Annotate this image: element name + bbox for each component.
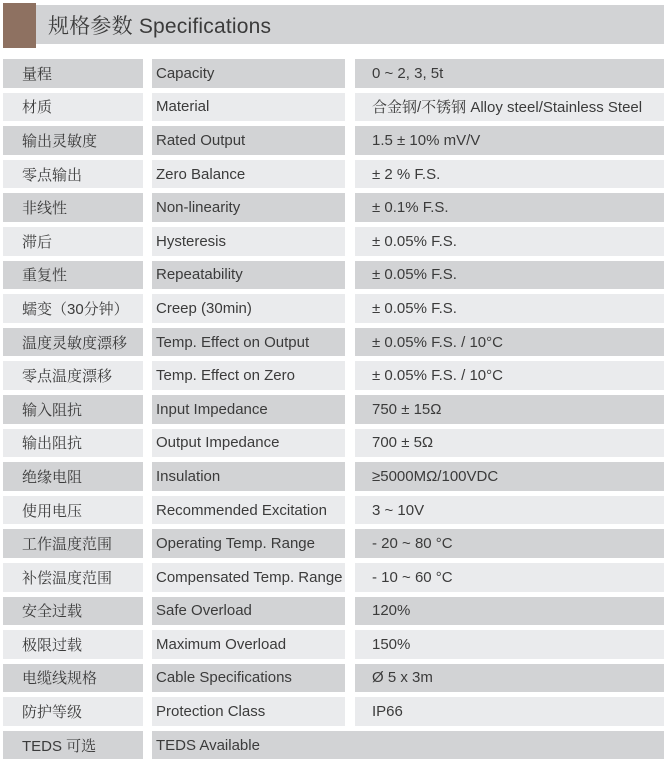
param-value: - 10 ~ 60 °C bbox=[355, 563, 664, 592]
table-row bbox=[3, 126, 664, 155]
param-name-en: Non-linearity bbox=[152, 193, 345, 222]
param-name-en: Zero Balance bbox=[152, 160, 345, 189]
param-name-cn: 绝缘电阻 bbox=[3, 462, 143, 491]
param-name-cn: 量程 bbox=[3, 59, 143, 88]
param-name-en: Recommended Excitation bbox=[152, 496, 345, 525]
param-value: 120% bbox=[355, 597, 664, 626]
param-value: ± 2 % F.S. bbox=[355, 160, 664, 189]
param-value: 0 ~ 2, 3, 5t bbox=[355, 59, 664, 88]
param-name-cn: TEDS 可选 bbox=[3, 731, 143, 760]
table-row bbox=[3, 395, 664, 424]
param-name-en: Protection Class bbox=[152, 697, 345, 726]
param-value: 150% bbox=[355, 630, 664, 659]
param-name-cn: 工作温度范围 bbox=[3, 529, 143, 558]
param-name-en: Maximum Overload bbox=[152, 630, 345, 659]
param-name-en: Insulation bbox=[152, 462, 345, 491]
param-name-cn: 蠕变（30分钟） bbox=[3, 294, 143, 323]
param-name-cn: 电缆线规格 bbox=[3, 664, 143, 693]
param-name-en: TEDS Available bbox=[152, 731, 664, 760]
param-value: IP66 bbox=[355, 697, 664, 726]
param-name-cn: 非线性 bbox=[3, 193, 143, 222]
param-name-en: Operating Temp. Range bbox=[152, 529, 345, 558]
table-row bbox=[3, 597, 664, 626]
param-name-en: Capacity bbox=[152, 59, 345, 88]
table-row bbox=[3, 630, 664, 659]
param-name-en: Temp. Effect on Zero bbox=[152, 361, 345, 390]
param-value: 1.5 ± 10% mV/V bbox=[355, 126, 664, 155]
param-name-cn: 补偿温度范围 bbox=[3, 563, 143, 592]
param-value: ± 0.05% F.S. / 10°C bbox=[355, 328, 664, 357]
table-row bbox=[3, 529, 664, 558]
param-name-en: Temp. Effect on Output bbox=[152, 328, 345, 357]
param-name-en: Rated Output bbox=[152, 126, 345, 155]
param-name-cn: 使用电压 bbox=[3, 496, 143, 525]
section-header bbox=[0, 0, 664, 59]
param-name-en: Compensated Temp. Range bbox=[152, 563, 345, 592]
table-row bbox=[3, 563, 664, 592]
param-name-cn: 输出灵敏度 bbox=[3, 126, 143, 155]
param-value: ± 0.05% F.S. bbox=[355, 261, 664, 290]
param-name-cn: 极限过载 bbox=[3, 630, 143, 659]
table-row bbox=[3, 227, 664, 256]
table-row bbox=[3, 294, 664, 323]
accent-square bbox=[3, 3, 36, 48]
param-value: ≥5000MΩ/100VDC bbox=[355, 462, 664, 491]
param-value: ± 0.05% F.S. / 10°C bbox=[355, 361, 664, 390]
table-row bbox=[3, 328, 664, 357]
table-row bbox=[3, 160, 664, 189]
param-name-en: Hysteresis bbox=[152, 227, 345, 256]
table-row bbox=[3, 462, 664, 491]
table-row bbox=[3, 193, 664, 222]
table-row bbox=[3, 261, 664, 290]
param-value: ± 0.05% F.S. bbox=[355, 227, 664, 256]
param-name-en: Cable Specifications bbox=[152, 664, 345, 693]
param-value: 合金钢/不锈钢 Alloy steel/Stainless Steel bbox=[355, 93, 664, 122]
param-value: Ø 5 x 3m bbox=[355, 664, 664, 693]
param-value: 3 ~ 10V bbox=[355, 496, 664, 525]
param-name-en: Safe Overload bbox=[152, 597, 345, 626]
table-row bbox=[3, 664, 664, 693]
table-row bbox=[3, 93, 664, 122]
param-name-en: Repeatability bbox=[152, 261, 345, 290]
param-value: ± 0.1% F.S. bbox=[355, 193, 664, 222]
param-value: 750 ± 15Ω bbox=[355, 395, 664, 424]
table-row bbox=[3, 429, 664, 458]
param-name-en: Creep (30min) bbox=[152, 294, 345, 323]
section-title: 规格参数 Specifications bbox=[48, 14, 272, 38]
param-name-cn: 防护等级 bbox=[3, 697, 143, 726]
param-name-en: Input Impedance bbox=[152, 395, 345, 424]
param-name-en: Output Impedance bbox=[152, 429, 345, 458]
spec-table bbox=[0, 59, 664, 759]
table-row bbox=[3, 361, 664, 390]
table-row bbox=[3, 731, 664, 760]
param-name-cn: 零点温度漂移 bbox=[3, 361, 143, 390]
table-row bbox=[3, 496, 664, 525]
table-row bbox=[3, 697, 664, 726]
param-name-cn: 材质 bbox=[3, 93, 143, 122]
param-name-cn: 滞后 bbox=[3, 227, 143, 256]
param-name-cn: 温度灵敏度漂移 bbox=[3, 328, 143, 357]
param-value: - 20 ~ 80 °C bbox=[355, 529, 664, 558]
param-name-cn: 输出阻抗 bbox=[3, 429, 143, 458]
param-name-en: Material bbox=[152, 93, 345, 122]
param-name-cn: 重复性 bbox=[3, 261, 143, 290]
table-row bbox=[3, 59, 664, 88]
param-name-cn: 输入阻抗 bbox=[3, 395, 143, 424]
param-value: ± 0.05% F.S. bbox=[355, 294, 664, 323]
param-name-cn: 安全过载 bbox=[3, 597, 143, 626]
param-name-cn: 零点输出 bbox=[3, 160, 143, 189]
param-value: 700 ± 5Ω bbox=[355, 429, 664, 458]
header-bar bbox=[36, 5, 664, 44]
